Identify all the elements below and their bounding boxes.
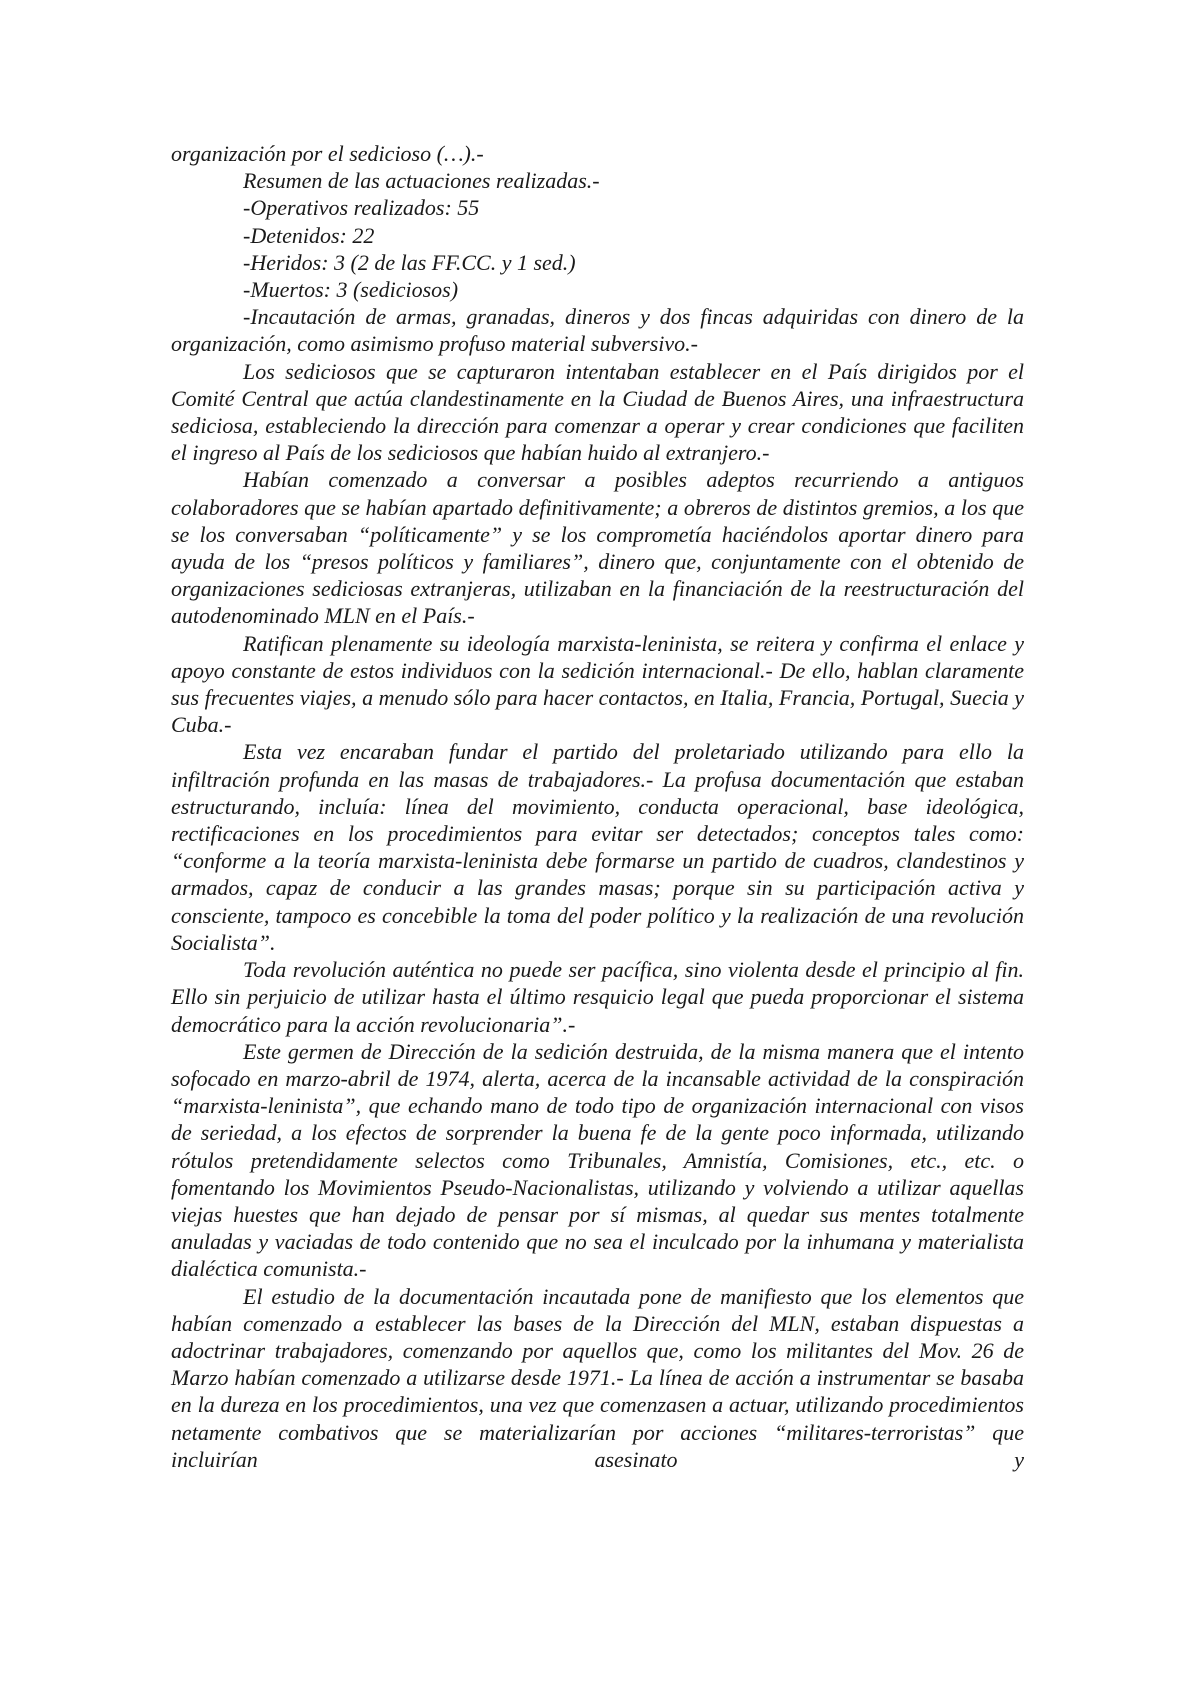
paragraph-ideology: Ratifican plenamente su ideología marxista-leninista, se reitera y confirma el enlace y apoyo constante de estos individuos con la sedición internacional.- De ello, hablan claramente sus frecuentes viajes, a menudo sólo para hacer contactos, en Italia, Francia, Portugal, Suecia y Cuba.- bbox=[171, 630, 1024, 738]
paragraph-documentation: El estudio de la documentación incautada pone de manifiesto que los elementos que habían comenzado a establecer las bases de la Dirección del MLN, estaban dispuestas a adoctrinar trabajadores, comenzando por aquellos que, como los militantes del Mov. 26 de Marzo habían comenzado a utilizarse desde 1971.- La línea de acción a instrumentar se basaba en la dureza en los procedimientos, una vez que comenzasen a actuar, utilizando procedimientos netamente combativos que se materializarían por acciones “militares-terroristas” que incluirían asesinato y bbox=[171, 1283, 1024, 1472]
paragraph-conspiracy: Este germen de Dirección de la sedición destruida, de la misma manera que el intento sofocado en marzo-abril de 1974, alerta, acerca de la incansable actividad de la conspiración “marxista-leninista”, que echando mano de todo tipo de organización internacional con visos de seriedad, a los efectos de sorprender la buena fe de la gente poco informada, utilizando rótulos pretendidamente selectos como Tribunales, Amnistía, Comisiones, etc., etc. o fomentando los Movimientos Pseudo-Nacionalistas, utilizando y volviendo a utilizar aquellas viejas huestes que han dejado de pensar por sí mismas, al quedar sus mentes totalmente anuladas y vaciadas de todo contenido que no sea el inculcado por la inhumana y materialista dialéctica comunista.- bbox=[171, 1038, 1024, 1282]
summary-item-seizures: -Incautación de armas, granadas, dineros y dos fincas adquiridas con dinero de la organización, como asimismo profuso material subversivo.- bbox=[171, 304, 1024, 357]
document-page bbox=[171, 140, 1024, 1473]
summary-item-wounded: -Heridos: 3 (2 de las FF.CC. y 1 sed.) bbox=[243, 249, 576, 275]
paragraph-continuation: organización por el sedicioso (…).- bbox=[171, 141, 484, 166]
summary-item-dead: -Muertos: 3 (sediciosos) bbox=[243, 277, 459, 303]
paragraph-revolution: Toda revolución auténtica no puede ser pacífica, sino violenta desde el principio al fin. Ello sin perjuicio de utilizar hasta el último resquicio legal que pueda proporcionar el sistema democrático para la acción revolucionaria”.- bbox=[171, 957, 1024, 1037]
summary-heading: Resumen de las actuaciones realizadas.- bbox=[243, 168, 600, 194]
paragraph-captured: Los sediciosos que se capturaron intentaban establecer en el País dirigidos por el Comité Central que actúa clandestinamente en la Ciudad de Buenos Aires, una infraestructura sediciosa, estableciendo la dirección para comenzar a operar y crear condiciones que faciliten el ingreso al País de los sediciosos que habían huido al extranjero.- bbox=[171, 358, 1024, 466]
summary-item-detainees: -Detenidos: 22 bbox=[243, 222, 375, 248]
paragraph-party: Esta vez encaraban fundar el partido del proletariado utilizando para ello la infiltración profunda en las masas de trabajadores.- La profusa documentación que estaban estructurando, incluía: línea del movimiento, conducta operacional, base ideológica, rectificaciones en los procedimientos para evitar ser detectados; conceptos tales como: “conforme a la teoría marxista-leninista debe formarse un partido de cuadros, clandestinos y armados, capaz de conducir a las grandes masas; porque sin su participación activa y consciente, tampoco es concebible la toma del poder político y la realización de una revolución Socialista”. bbox=[171, 739, 1024, 955]
paragraph-recruitment: Habían comenzado a conversar a posibles adeptos recurriendo a antiguos colaboradores que se habían apartado definitivamente; a obreros de distintos gremios, a los que se los conversaban “políticamente” y se los comprometía haciéndolos aportar dinero para ayuda de los “presos políticos y familiares”, dinero que, conjuntamente con el obtenido de organizaciones sediciosas extranjeras, utilizaban en la financiación de la reestructuración del autodenominado MLN en el País.- bbox=[171, 467, 1024, 629]
summary-item-operations: -Operativos realizados: 55 bbox=[243, 195, 480, 221]
